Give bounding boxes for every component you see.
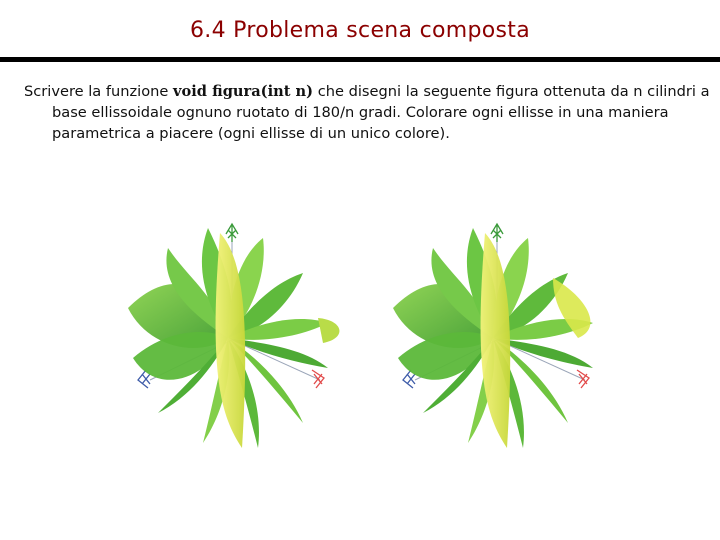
ellipse-cylinders — [128, 228, 339, 448]
figure-rendering-right — [375, 220, 635, 460]
title-divider — [0, 57, 720, 62]
y-axis-icon — [491, 224, 503, 242]
problem-statement — [24, 81, 720, 144]
statement-intro: Scrivere la funzione — [24, 83, 174, 100]
figure-rendering-left — [110, 220, 370, 460]
x-axis-icon — [577, 370, 589, 388]
y-axis-icon — [226, 224, 238, 242]
statement-body: che disegni la seguente figura ottenuta da n cilindri a base ellissoidale ognuno ruotato di 180/n gradi. Colorare ogni ellisse in una maniera parametrica a piacere (ogni ellisse di un unico colore). — [52, 83, 710, 142]
function-signature: void figura(int n) — [173, 83, 314, 100]
slide-title: 6.4 Problema scena composta — [190, 18, 530, 43]
ellipse-cylinders — [393, 228, 593, 448]
x-axis-icon — [312, 370, 324, 388]
